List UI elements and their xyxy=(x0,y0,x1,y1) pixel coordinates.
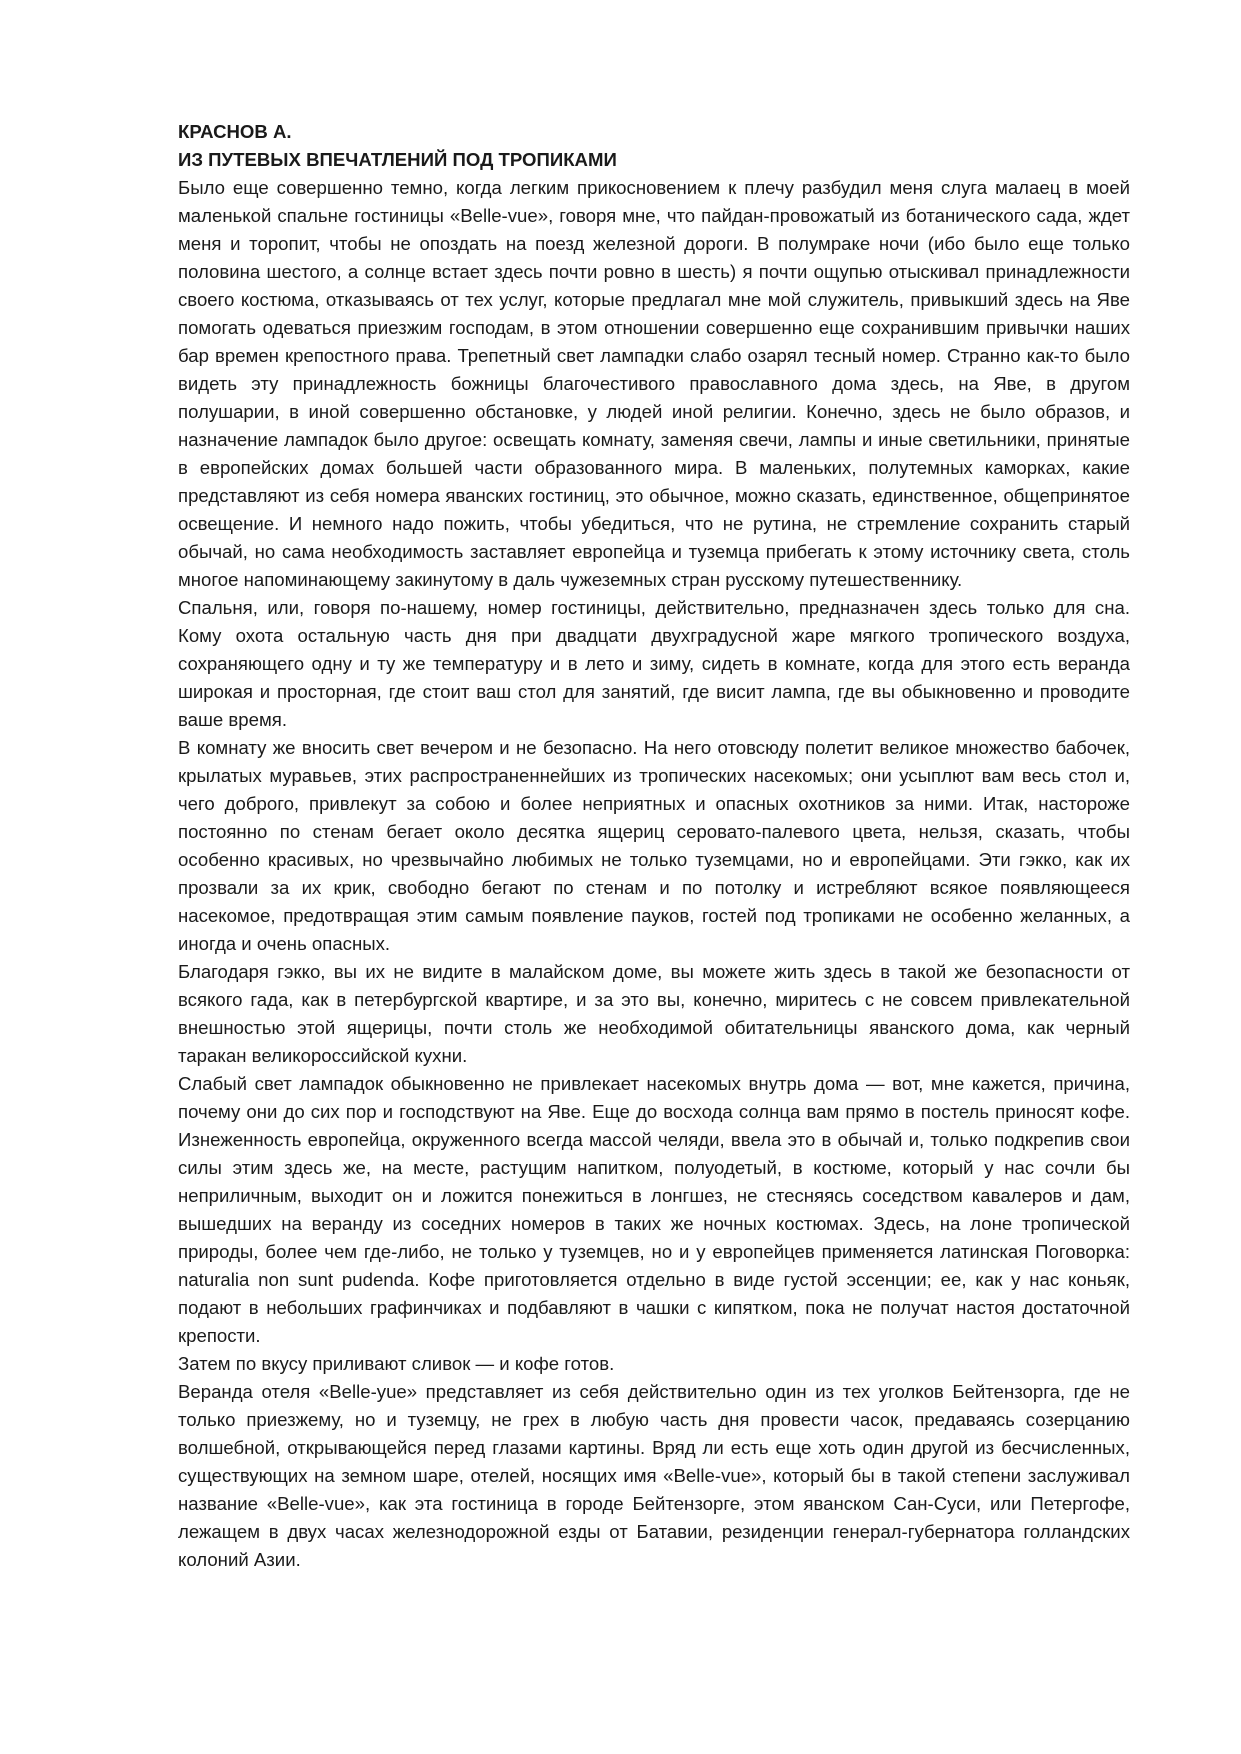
title-heading: ИЗ ПУТЕВЫХ ВПЕЧАТЛЕНИЙ ПОД ТРОПИКАМИ xyxy=(178,149,617,170)
paragraph-4: Благодаря гэкко, вы их не видите в малайском доме, вы можете жить здесь в такой же безопасности от всякого гада, как в петербургской квартире, и за это вы, конечно, миритесь с не совсем привлекательной внешностью этой ящерицы, почти столь же необходимой обитательницы яванского дома, как черный таракан великороссийской кухни. xyxy=(178,961,1130,1066)
paragraph-6: Затем по вкусу приливают сливок — и кофе готов. xyxy=(178,1353,615,1374)
paragraph-5: Слабый свет лампадок обыкновенно не привлекает насекомых внутрь дома — вот, мне кажется, причина, почему они до сих пор и господствуют на Яве. Еще до восхода солнца вам прямо в постель приносят кофе. Изнеженность европейца, окруженного всегда массой челяди, ввела это в обычай и, только подкрепив свои силы этим здесь же, на месте, растущим напитком, полуодетый, в костюме, который у нас сочли бы неприличным, выходит он и ложится понежиться в лонгшез, не стесняясь соседством кавалеров и дам, вышедших на веранду из соседних номеров в таких же ночных костюмах. Здесь, на лоне тропической природы, более чем где-либо, не только у туземцев, но и у европейцев применяется латинская Поговорка: naturalia non sunt pudenda. Кофе приготовляется отдельно в виде густой эссенции; ее, как у нас коньяк, подают в небольших графинчиках и подбавляют в чашки с кипятком, пока не получат настоя достаточной крепости. xyxy=(178,1073,1130,1346)
paragraph-3: В комнату же вносить свет вечером и не безопасно. На него отовсюду полетит великое множество бабочек, крылатых муравьев, этих распространеннейших из тропических насекомых; они усыплют вам весь стол и, чего доброго, привлекут за собою и более неприятных и опасных охотников за ними. Итак, настороже постоянно по стенам бегает около десятка ящериц серовато-палевого цвета, нельзя, сказать, чтобы особенно красивых, но чрезвычайно любимых не только туземцами, но и европейцами. Эти гэкко, как их прозвали за их крик, свободно бегают по стенам и по потолку и истребляют всякое появляющееся насекомое, предотвращая этим самым появление пауков, гостей под тропиками не особенно желанных, а иногда и очень опасных. xyxy=(178,737,1130,954)
document-page xyxy=(178,118,1130,1574)
paragraph-7: Веранда отеля «Belle-yue» представляет из себя действительно один из тех уголков Бейтензорга, где не только приезжему, но и туземцу, не грех в любую часть дня провести часок, предаваясь созерцанию волшебной, открывающейся перед глазами картины. Вряд ли есть еще хоть один другой из бесчисленных, существующих на земном шаре, отелей, носящих имя «Belle-vue», который бы в такой степени заслуживал название «Belle-vue», как эта гостиница в городе Бейтензорге, этом яванском Сан-Суси, или Петергофе, лежащем в двух часах железнодорожной езды от Батавии, резиденции генерал-губернатора голландских колоний Азии. xyxy=(178,1381,1130,1570)
author-heading: КРАСНОВ А. xyxy=(178,121,292,142)
paragraph-2: Спальня, или, говоря по-нашему, номер гостиницы, действительно, предназначен здесь только для сна. Кому охота остальную часть дня при двадцати двухградусной жаре мягкого тропического воздуха, сохраняющего одну и ту же температуру и в лето и зиму, сидеть в комнате, когда для этого есть веранда широкая и просторная, где стоит ваш стол для занятий, где висит лампа, где вы обыкновенно и проводите ваше время. xyxy=(178,597,1130,730)
paragraph-1: Было еще совершенно темно, когда легким прикосновением к плечу разбудил меня слуга малаец в моей маленькой спальне гостиницы «Belle-vue», говоря мне, что пайдан-провожатый из ботанического сада, ждет меня и торопит, чтобы не опоздать на поезд железной дороги. В полумраке ночи (ибо было еще только половина шестого, а солнце встает здесь почти ровно в шесть) я почти ощупью отыскивал принадлежности своего костюма, отказываясь от тех услуг, которые предлагал мне мой служитель, привыкший здесь на Яве помогать одеваться приезжим господам, в этом отношении совершенно еще сохранившим привычки наших бар времен крепостного права. Трепетный свет лампадки слабо озарял тесный номер. Странно как-то было видеть эту принадлежность божницы благочестивого православного дома здесь, на Яве, в другом полушарии, в иной совершенно обстановке, у людей иной религии. Конечно, здесь не было образов, и назначение лампадок было другое: освещать комнату, заменяя свечи, лампы и иные светильники, принятые в европейских домах большей части образованного мира. В маленьких, полутемных каморках, какие представляют из себя номера яванских гостиниц, это обычное, можно сказать, единственное, общепринятое освещение. И немного надо пожить, чтобы убедиться, что не рутина, не стремление сохранить старый обычай, но сама необходимость заставляет европейца и туземца прибегать к этому источнику света, столь многое напоминающему закинутому в даль чужеземных стран русскому путешественнику. xyxy=(178,177,1130,590)
